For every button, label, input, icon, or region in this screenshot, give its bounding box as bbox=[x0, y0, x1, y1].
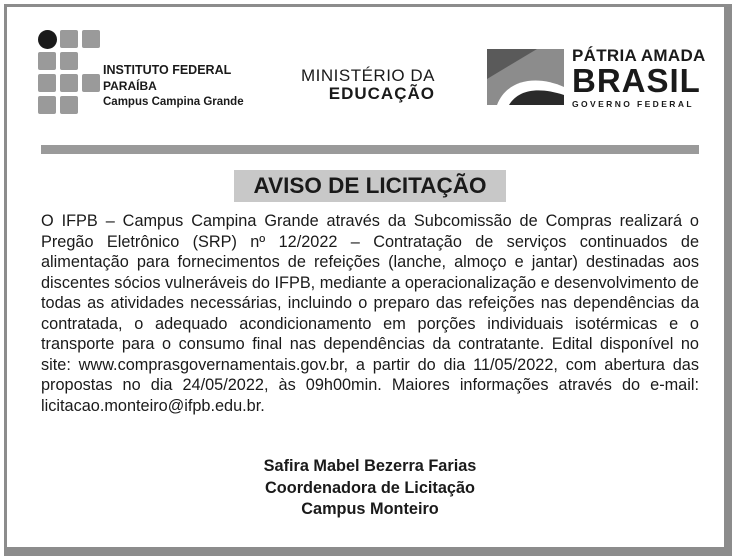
brasil-line3: GOVERNO FEDERAL bbox=[572, 99, 694, 109]
signer-name: Safira Mabel Bezerra Farias bbox=[263, 457, 477, 475]
ministerio-educacao-logo bbox=[280, 66, 435, 104]
ifpb-line3: Campus Campina Grande bbox=[103, 96, 244, 108]
ifpb-logo-icon bbox=[38, 30, 100, 112]
ifpb-name bbox=[103, 62, 244, 110]
notice-title: AVISO DE LICITAÇÃO bbox=[234, 170, 506, 202]
ministerio-line1: MINISTÉRIO DA bbox=[300, 66, 435, 85]
notice-body: O IFPB – Campus Campina Grande através da Subcomissão de Compras realizará o Pregão Eletrônico (SRP) nº 12/2022 – Contratação de serviços continuados de alimentação para fornecimentos de refeições (lanche, almoço e jantar) destinadas aos discentes sócios vulneráveis do IFPB, mediante a operacionalização e desenvolvimento de todas as atividades necessárias, incluindo o preparo das refeições nas dependências da contratada, o adequado acondicionamento em porções individuais isotérmicas e o transporte para o consumo final nas dependências da contratante. Edital disponível no site: www.comprasgovernamentais.gov.br, a partir do dia 11/05/2022, com abertura das propostas no dia 24/05/2022, às 09h00min. Maiores informações através do e-mail: licitacao.monteiro@ifpb.edu.br. bbox=[41, 212, 699, 415]
signature-block bbox=[0, 456, 733, 521]
divider bbox=[41, 145, 699, 154]
brasil-flag-logo-icon bbox=[487, 49, 564, 105]
ifpb-line1: INSTITUTO FEDERAL bbox=[103, 63, 232, 77]
signer-unit: Campus Monteiro bbox=[301, 500, 439, 518]
brasil-wordmark bbox=[572, 46, 706, 109]
brasil-line2: BRASIL bbox=[572, 62, 701, 99]
ministerio-line2: EDUCAÇÃO bbox=[328, 84, 435, 103]
brasil-line1: PÁTRIA AMADA bbox=[572, 46, 706, 65]
signer-role: Coordenadora de Licitação bbox=[265, 478, 475, 497]
ifpb-line2: PARAÍBA bbox=[103, 79, 157, 93]
